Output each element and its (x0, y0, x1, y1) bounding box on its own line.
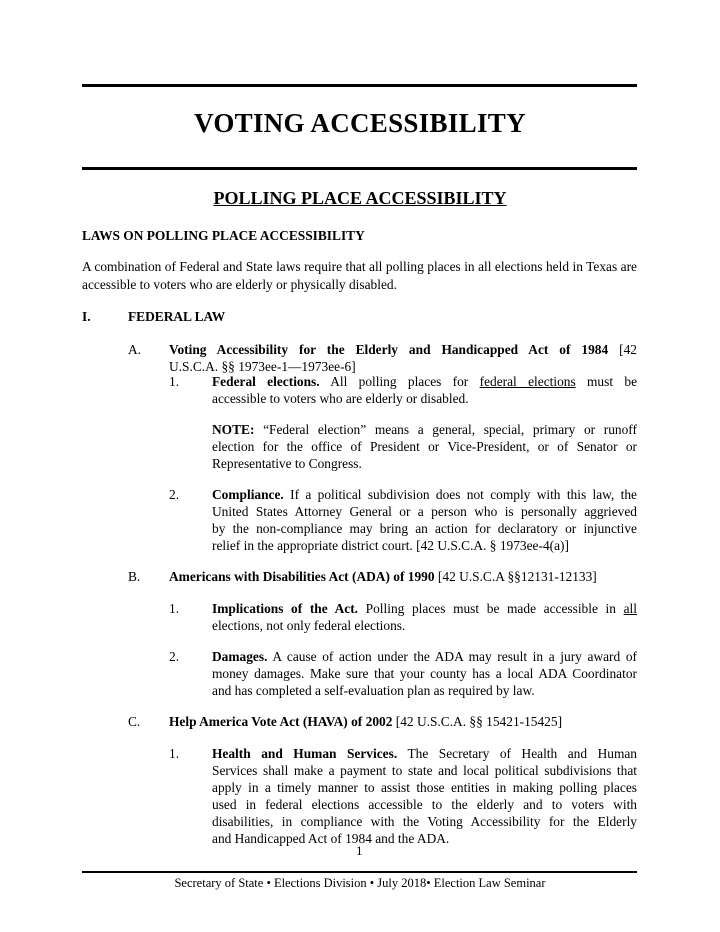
item-c1-line4: used in federal elections accessible to the elderly and to voters with (212, 797, 637, 812)
item-b1-line1 (212, 600, 637, 618)
item-a2-number: 2. (169, 487, 180, 502)
subsection-a-letter: A. (128, 342, 142, 357)
item-b2-line2: money damages. Make sure that your county has a local ADA Coordinator (212, 666, 637, 681)
item-a2-line4: relief in the appropriate district court. [42 U.S.C.A. § 1973ee-4(a)] (212, 538, 569, 553)
item-a1-line2: accessible to voters who are elderly or disabled. (212, 391, 469, 406)
note-label: NOTE: (212, 422, 255, 437)
section-title: FEDERAL LAW (128, 309, 226, 324)
note-line2: election for the office of President or Vice-President, or of Senator or (212, 439, 637, 454)
item-b2-line3: and has completed a self-evaluation plan as required by law. (212, 683, 535, 698)
title-rule (82, 167, 637, 170)
item-c1-line6: and Handicapped Act of 1984 and the ADA. (212, 831, 450, 846)
item-a2-title: Compliance. (212, 487, 284, 502)
item-c1-title: Health and Human Services. (212, 746, 398, 761)
item-b2-text1: A cause of action under the ADA may result in a jury award of (272, 649, 637, 664)
all-underlined: all (623, 601, 637, 616)
item-c1-line1 (212, 745, 637, 763)
subsection-c-letter: C. (128, 714, 141, 729)
page-number: 1 (356, 843, 363, 858)
item-c1-line5: disabilities, in compliance with the Voting Accessibility for the Elderly (212, 814, 637, 829)
item-a2-line3: by the non-compliance may bring an action for declaratory or injunctive (212, 521, 637, 536)
item-b1-number: 1. (169, 601, 180, 616)
subsection-c-cite: [42 U.S.C.A. §§ 15421-15425] (395, 714, 563, 729)
subsection-b-title: Americans with Disabilities Act (ADA) of 1990 (169, 569, 435, 584)
item-b1-text1: Polling places must be made accessible in (365, 601, 616, 616)
note-text1: “Federal election” means a general, special, primary or runoff (263, 422, 637, 437)
footer-text: Secretary of State • Elections Division • July 2018• Election Law Seminar (174, 876, 546, 890)
top-rule (82, 84, 637, 87)
item-b1-line2: elections, not only federal elections. (212, 618, 406, 633)
item-a2-line1 (212, 486, 637, 504)
item-a2-text1: If a political subdivision does not comply with this law, the (290, 487, 637, 502)
item-b2-line1 (212, 648, 637, 666)
item-c1-number: 1. (169, 746, 180, 761)
subsection-a-title: Voting Accessibility for the Elderly and Handicapped Act of 1984 (169, 342, 609, 357)
item-c1-line3: apply in a timely manner to assist those entities in making polling places (212, 780, 637, 795)
item-b2-title: Damages. (212, 649, 268, 664)
footer-rule (82, 871, 637, 873)
section-subtitle (0, 188, 720, 209)
item-a1-text2: must be (587, 374, 638, 389)
subsection-c-title: Help America Vote Act (HAVA) of 2002 (169, 714, 393, 729)
subsection-b-heading (169, 568, 597, 586)
subsection-b-cite: [42 U.S.C.A §§12131-12133] (437, 569, 597, 584)
subsection-a-cite1: [42 (619, 342, 637, 357)
intro-paragraph: A combination of Federal and State laws require that all polling places in all elections held in Texas are accessible to voters who are elderly or physically disabled. (82, 259, 637, 292)
laws-heading: LAWS ON POLLING PLACE ACCESSIBILITY (82, 228, 365, 243)
item-a2-line2: United States Attorney General or a person who is personally aggrieved (212, 504, 637, 519)
federal-elections-link[interactable]: federal elections (479, 374, 576, 389)
item-a1-line1 (212, 373, 637, 391)
item-a1-number: 1. (169, 374, 180, 389)
page-title: VOTING ACCESSIBILITY (194, 108, 526, 138)
item-a1-text1: All polling places for (330, 374, 469, 389)
item-b2-number: 2. (169, 649, 180, 664)
subsection-a-cite2: U.S.C.A. §§ 1973ee-1—1973ee-6] (169, 359, 356, 374)
item-a1-title: Federal elections. (212, 374, 320, 389)
section-number: I. (82, 309, 91, 324)
subsection-b-letter: B. (128, 569, 141, 584)
subtitle-text: POLLING PLACE ACCESSIBILITY (213, 188, 507, 208)
subsection-c-heading (169, 713, 562, 731)
item-b1-title: Implications of the Act. (212, 601, 359, 616)
subsection-a-heading (169, 341, 637, 359)
note-line3: Representative to Congress. (212, 456, 362, 471)
item-c1-line2: Services shall make a payment to state and local political subdivisions that (212, 763, 637, 778)
item-c1-text1: The Secretary of Health and Human (407, 746, 637, 761)
note-line1 (212, 421, 637, 439)
